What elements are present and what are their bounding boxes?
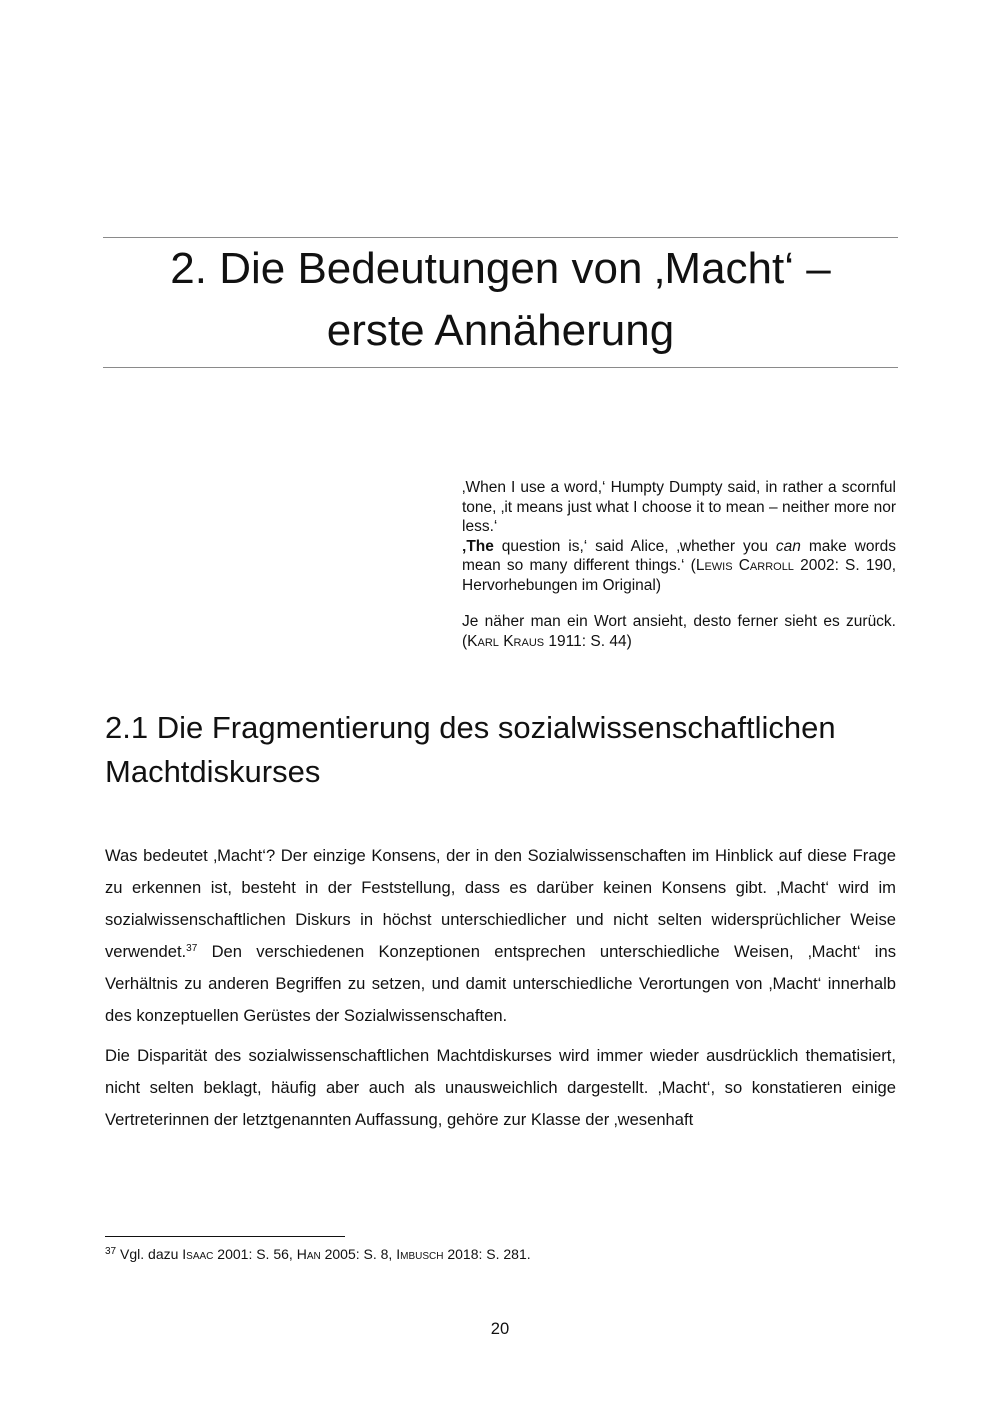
author-name: Lewis Carroll bbox=[695, 557, 794, 574]
section-title-line-2: Machtdiskurses bbox=[105, 754, 321, 789]
quote-text: Je näher man ein Wort ansieht, desto ferner sieht es zurück. ( bbox=[462, 613, 896, 650]
footnote-author-3: Imbusch bbox=[396, 1246, 444, 1262]
chapter-title-line-2: erste Annäherung bbox=[326, 306, 675, 355]
section-title-line-1: 2.1 Die Fragmentierung des sozialwissenschaftlichen bbox=[105, 710, 836, 745]
footnote-author-2: Han bbox=[296, 1246, 321, 1262]
emphasis-bold: The bbox=[466, 537, 494, 555]
quote-text: question is,‘ said Alice, ‚whether you bbox=[493, 537, 776, 555]
citation: 2002: S. 190, Hervorhebungen im Original) bbox=[462, 557, 897, 594]
paragraph-1-text-a: Was bedeutet ‚Macht‘? Der einzige Konsens, der in den Sozialwissenschaften im Hinblick auf diese Frage zu erkennen ist, besteht in der Feststellung, dass es darüber keinen Konsens gibt. ‚Macht‘ wird im sozialwissenschaftlichen Diskurs in höchst unterschiedlicher und nicht selten widersprüchlicher Weise verwendet. bbox=[105, 846, 896, 961]
paragraph-1-text-b: Den verschiedenen Konzeptionen entsprechen unterschiedliche Weisen, ‚Macht‘ ins Verhältnis zu anderen Begriffen zu setzen, und damit unterschiedliche Verortungen von ‚Macht‘ innerhalb des konzeptuellen Gerüstes der Sozialwissenschaften. bbox=[105, 942, 896, 1025]
epigraph-quote-kraus bbox=[462, 612, 896, 651]
paragraph-2: Die Disparität des sozialwissenschaftlichen Machtdiskurses wird immer wieder ausdrücklich thematisiert, nicht selten beklagt, häufig aber auch als unausweichlich dargestellt. ‚Macht‘, so konstatieren einige Vertreterinnen der letztgenannten Auffassung, gehöre zur Klasse der ‚wesenhaft bbox=[105, 1046, 896, 1129]
footnote-separator bbox=[105, 1236, 345, 1237]
epigraph-quote-carroll-part-2 bbox=[462, 537, 896, 596]
footnote-number: 37 bbox=[105, 1246, 117, 1257]
quote-open-mark: ‚ bbox=[462, 537, 467, 555]
emphasis-italic: can bbox=[775, 537, 801, 555]
page-number: 20 bbox=[490, 1319, 510, 1338]
quote-text-end: make words mean so many different things.‘ ( bbox=[462, 537, 896, 574]
epigraph bbox=[462, 478, 896, 651]
chapter-title-line-1: 2. Die Bedeutungen von ‚Macht‘ – bbox=[170, 244, 831, 293]
epigraph-quote-carroll-part-1: ‚When I use a word,‘ Humpty Dumpty said, in rather a scornful tone, ‚it means just what I choose it to mean – neither more nor less.‘ bbox=[462, 479, 896, 535]
footnote-cite-1: 2001: S. 56, bbox=[213, 1246, 297, 1262]
footnote-prefix: Vgl. dazu bbox=[116, 1246, 183, 1262]
footnote-cite-3: 2018: S. 281. bbox=[443, 1246, 531, 1262]
chapter-title bbox=[103, 238, 898, 362]
footnote-cite-2: 2005: S. 8, bbox=[320, 1246, 397, 1262]
section-title bbox=[105, 706, 898, 794]
footnote bbox=[105, 1244, 896, 1264]
paragraph-1 bbox=[105, 840, 896, 1032]
body-text bbox=[105, 840, 896, 1136]
footnote-reference[interactable]: 37 bbox=[186, 943, 198, 954]
citation: 1911: S. 44) bbox=[544, 632, 632, 650]
footnote-author-1: Isaac bbox=[182, 1246, 214, 1262]
chapter-bottom-rule bbox=[103, 367, 898, 368]
author-name: Karl Kraus bbox=[467, 632, 545, 650]
